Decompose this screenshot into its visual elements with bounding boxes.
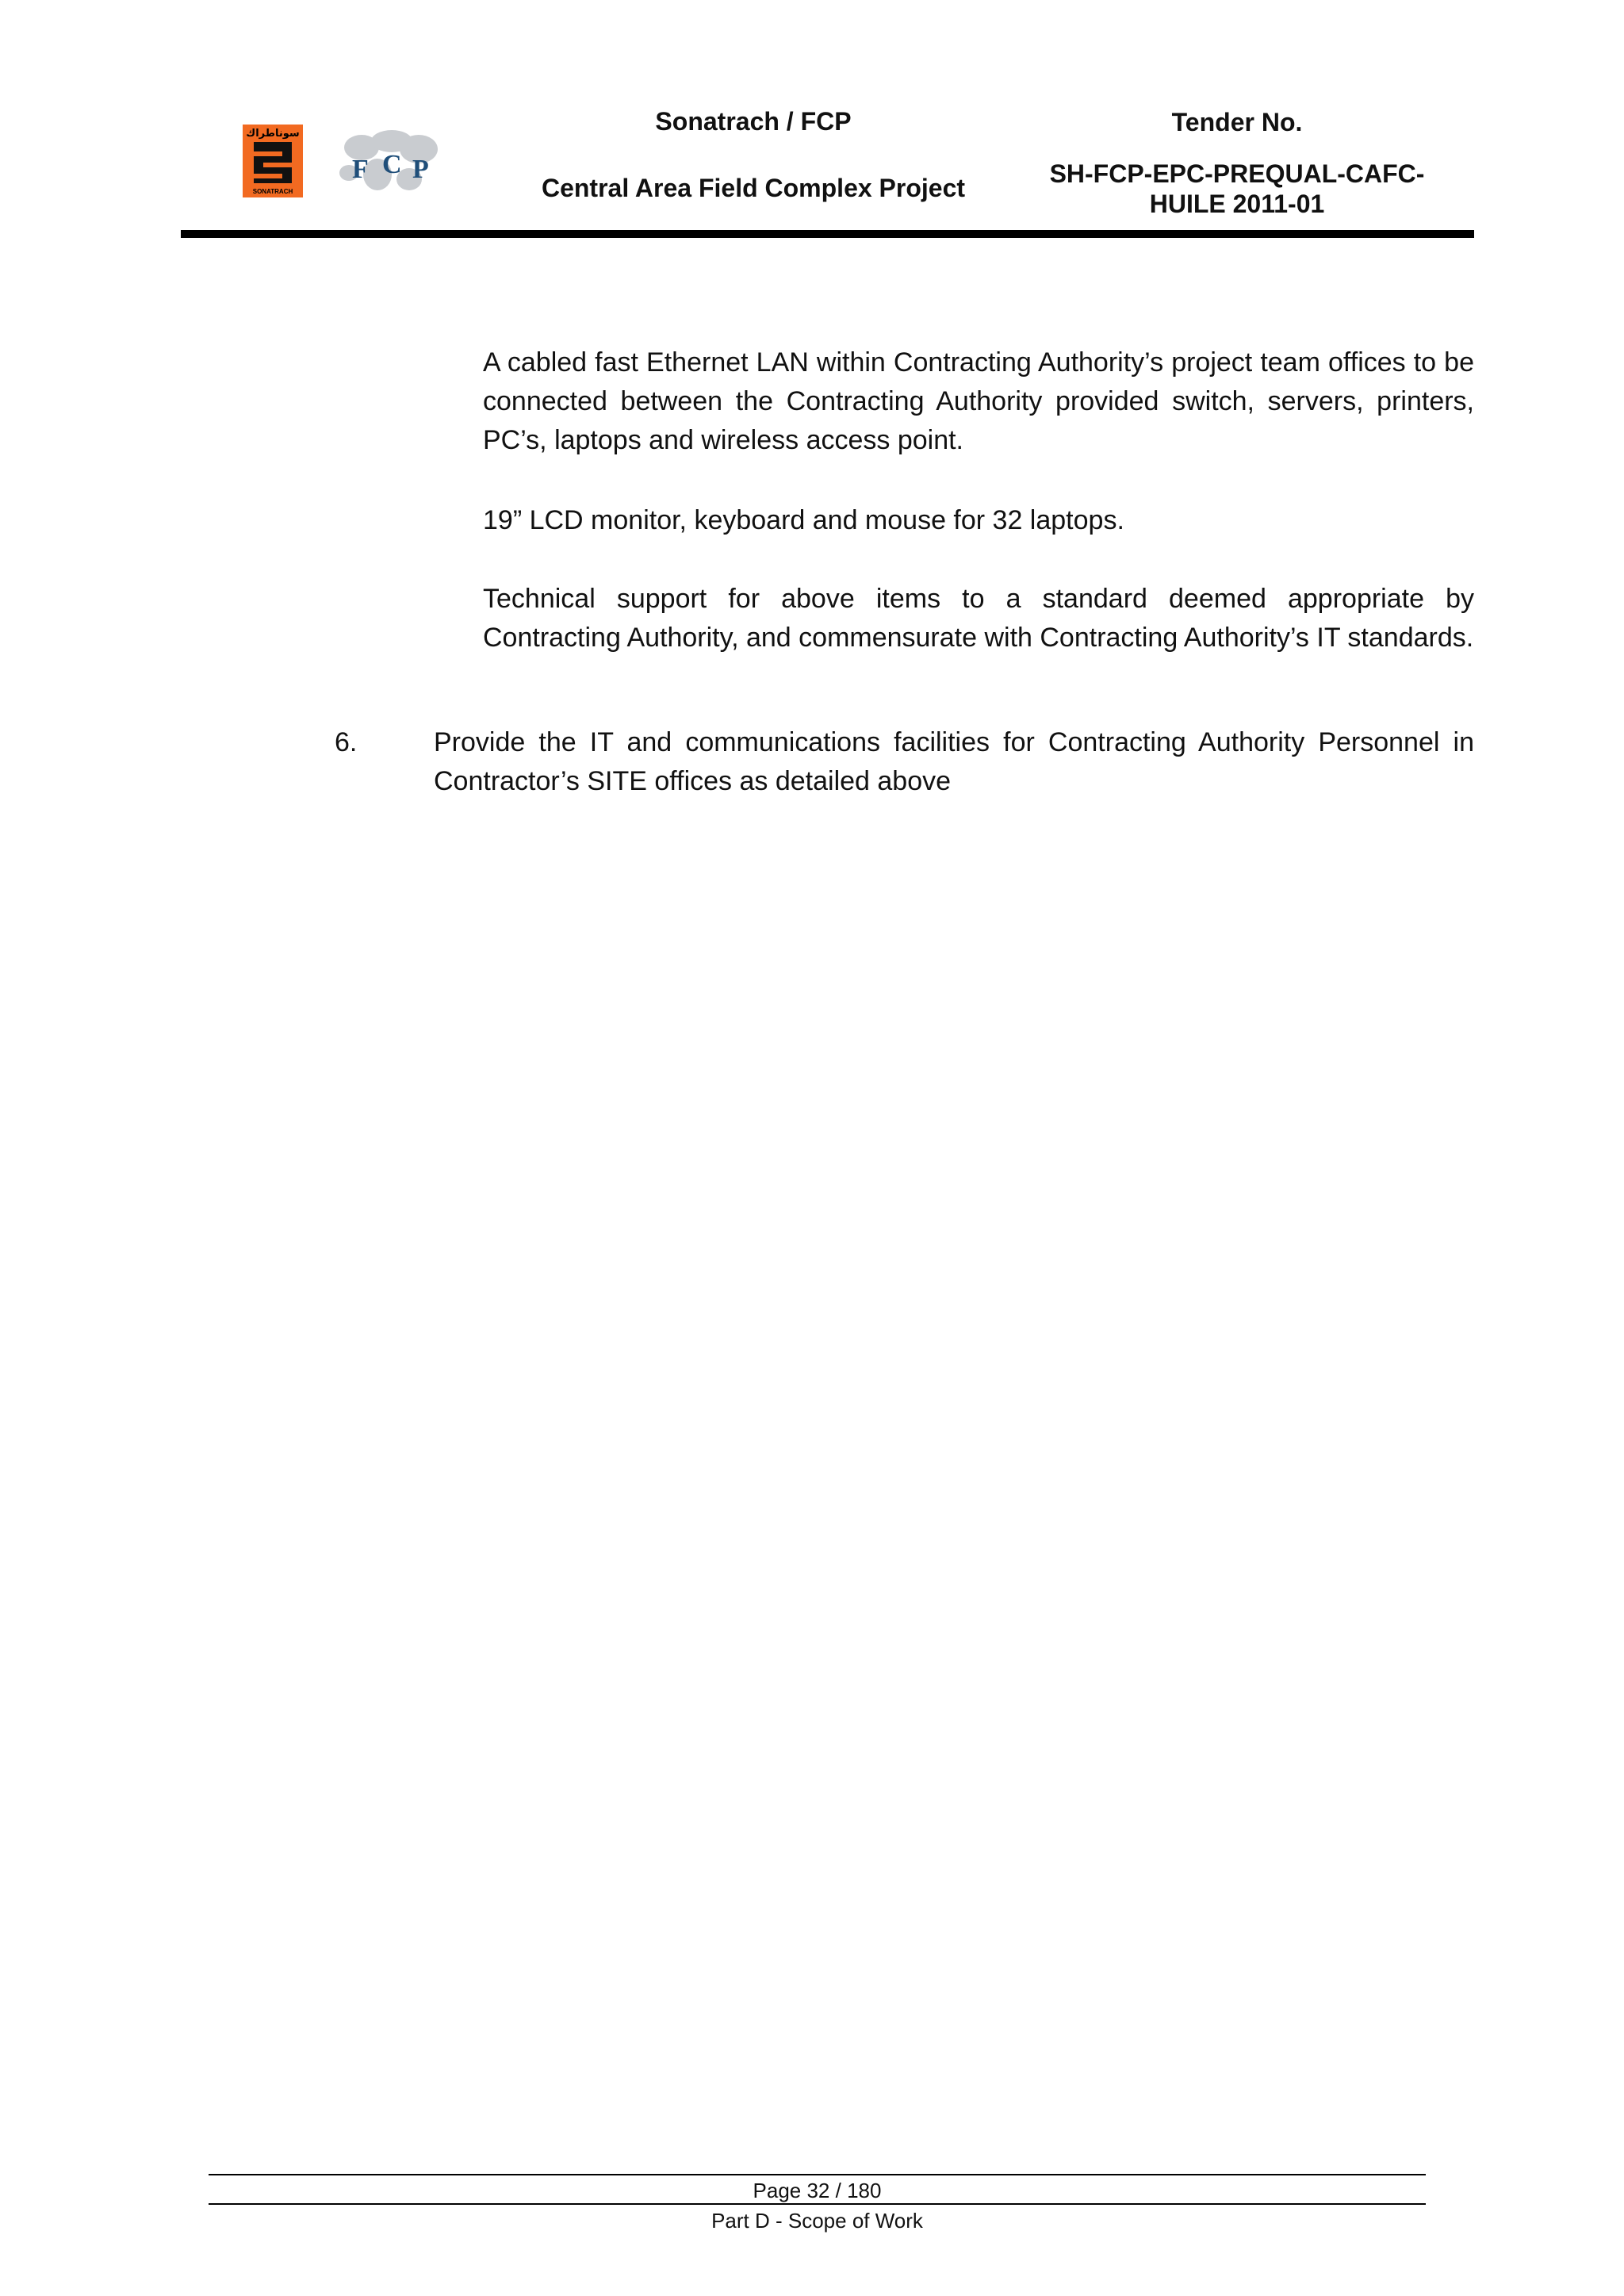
svg-text:SONATRACH: SONATRACH	[252, 188, 293, 195]
header-tender-number-line1: SH-FCP-EPC-PREQUAL-CAFC-	[1049, 159, 1425, 188]
paragraph-technical-support: Technical support for above items to a standard deemed appropriate by Contracting Authority, and commensurate with Contracting Authority’s IT standards.	[483, 584, 1474, 653]
svg-text:P: P	[412, 155, 429, 184]
paragraph-monitor: 19” LCD monitor, keyboard and mouse for 32 laptops.	[483, 505, 1124, 535]
footer-rule-top	[209, 2174, 1426, 2175]
header-tender-number-line2: HUILE 2011-01	[1149, 190, 1325, 218]
header-rule	[181, 230, 1474, 238]
list-item-number: 6.	[335, 727, 358, 757]
footer-rule-bottom	[209, 2203, 1426, 2205]
sonatrach-logo	[243, 125, 303, 197]
footer-section-title: Part D - Scope of Work	[711, 2209, 923, 2233]
header-tender-label: Tender No.	[1171, 108, 1303, 136]
list-item-text: Provide the IT and communications facilities for Contracting Authority Personnel in Contractor’s SITE offices as detailed above	[434, 727, 1474, 796]
paragraph-lan: A cabled fast Ethernet LAN within Contracting Authority’s project team offices to be connected between the Contracting Authority provided switch, servers, printers, PC’s, laptops and wireless access point.	[483, 347, 1474, 455]
header-project: Central Area Field Complex Project	[541, 174, 966, 202]
svg-text:سوناطراك: سوناطراك	[246, 128, 300, 140]
footer-page-number: Page 32 / 180	[753, 2179, 882, 2202]
header-company: Sonatrach / FCP	[655, 107, 852, 136]
svg-text:C: C	[382, 150, 402, 179]
svg-text:F: F	[352, 155, 369, 184]
fcp-logo	[330, 125, 446, 201]
